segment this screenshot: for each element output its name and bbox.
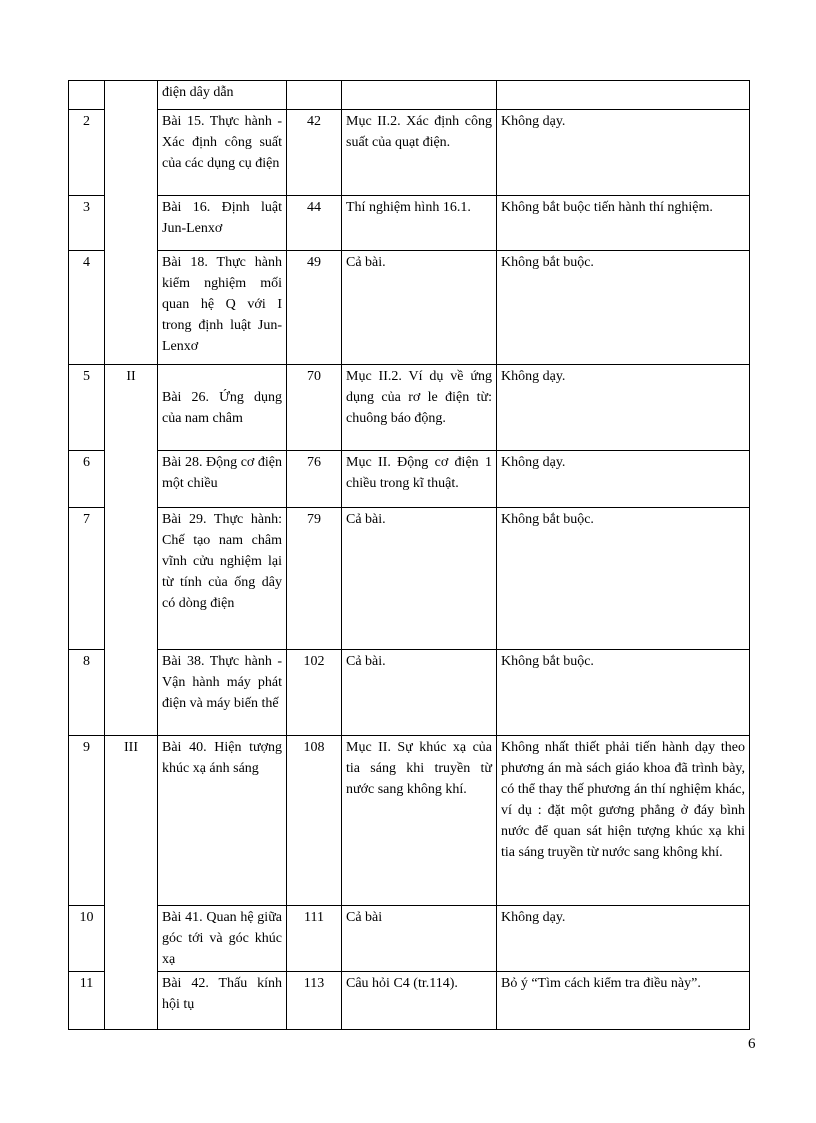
lesson-title: Bài 40. Hiện tượng khúc xạ ánh sáng [158, 736, 287, 906]
row-number: 10 [69, 906, 105, 972]
page-ref [287, 81, 342, 110]
row-number [69, 81, 105, 110]
lesson-title: Bài 26. Ứng dụng của nam châm [158, 365, 287, 451]
lesson-title: Bài 16. Định luật Jun-Lenxơ [158, 196, 287, 251]
content-cell: Câu hỏi C4 (tr.114). [342, 972, 497, 1030]
page-ref: 44 [287, 196, 342, 251]
table-row [69, 110, 750, 196]
table-row [69, 365, 750, 451]
table-row [69, 251, 750, 365]
note-cell: Không bắt buộc. [497, 508, 750, 650]
lesson-title: Bài 15. Thực hành - Xác định công suất của các dụng cụ điện [158, 110, 287, 196]
note-cell: Không nhất thiết phải tiến hành dạy theo phương án mà sách giáo khoa đã trình bày, có thể thay thế phương án thí nghiệm khác, ví dụ : đặt một gương phẳng ở đáy bình nước để quan sát hiện tượng khúc xạ khi tia sáng truyền từ nước sang không khí. [497, 736, 750, 906]
chapter-cell: III [105, 736, 158, 1030]
note-cell: Không bắt buộc. [497, 251, 750, 365]
table-row [69, 650, 750, 736]
note-cell: Bỏ ý “Tìm cách kiểm tra điều này”. [497, 972, 750, 1030]
table-row [69, 972, 750, 1030]
row-number: 7 [69, 508, 105, 650]
note-cell: Không bắt buộc tiến hành thí nghiệm. [497, 196, 750, 251]
page-ref: 79 [287, 508, 342, 650]
row-number: 6 [69, 451, 105, 508]
chapter-cell [105, 81, 158, 365]
table-row [69, 906, 750, 972]
content-cell: Mục II.2. Xác định công suất của quạt điện. [342, 110, 497, 196]
chapter-cell: II [105, 365, 158, 736]
lesson-title: Bài 29. Thực hành: Chế tạo nam châm vĩnh cửu nghiệm lại từ tính của ống dây có dòng điện [158, 508, 287, 650]
note-cell: Không bắt buộc. [497, 650, 750, 736]
note-cell: Không dạy. [497, 451, 750, 508]
page-number: 6 [748, 1036, 756, 1052]
lesson-title: Bài 18. Thực hành kiểm nghiệm mối quan hệ Q với I trong định luật Jun-Lenxơ [158, 251, 287, 365]
note-cell: Không dạy. [497, 365, 750, 451]
lesson-title: Bài 41. Quan hệ giữa góc tới và góc khúc xạ [158, 906, 287, 972]
row-number: 4 [69, 251, 105, 365]
lesson-title: Bài 42. Thấu kính hội tụ [158, 972, 287, 1030]
content-cell: Cả bài. [342, 650, 497, 736]
page-ref: 42 [287, 110, 342, 196]
content-cell: Mục II.2. Ví dụ về ứng dụng của rơ le điện từ: chuông báo động. [342, 365, 497, 451]
row-number: 2 [69, 110, 105, 196]
lesson-title: điện dây dẫn [158, 81, 287, 110]
page-ref: 76 [287, 451, 342, 508]
page-ref: 111 [287, 906, 342, 972]
table-row [69, 196, 750, 251]
content-cell: Cả bài [342, 906, 497, 972]
note-cell [497, 81, 750, 110]
page-ref: 113 [287, 972, 342, 1030]
content-cell: Thí nghiệm hình 16.1. [342, 196, 497, 251]
row-number: 8 [69, 650, 105, 736]
note-cell: Không dạy. [497, 906, 750, 972]
row-number: 5 [69, 365, 105, 451]
curriculum-table [68, 80, 750, 1030]
content-cell: Mục II. Động cơ điện 1 chiều trong kĩ thuật. [342, 451, 497, 508]
page-ref: 108 [287, 736, 342, 906]
lesson-title: Bài 38. Thực hành - Vận hành máy phát điện và máy biến thế [158, 650, 287, 736]
row-number: 9 [69, 736, 105, 906]
content-cell [342, 81, 497, 110]
lesson-title: Bài 28. Động cơ điện một chiều [158, 451, 287, 508]
content-cell: Cả bài. [342, 508, 497, 650]
table-row [69, 451, 750, 508]
row-number: 11 [69, 972, 105, 1030]
page-ref: 70 [287, 365, 342, 451]
note-cell: Không dạy. [497, 110, 750, 196]
page-ref: 102 [287, 650, 342, 736]
table-row [69, 508, 750, 650]
table-row [69, 81, 750, 110]
table-row [69, 736, 750, 906]
page-ref: 49 [287, 251, 342, 365]
row-number: 3 [69, 196, 105, 251]
content-cell: Cả bài. [342, 251, 497, 365]
content-cell: Mục II. Sự khúc xạ của tia sáng khi truyền từ nước sang không khí. [342, 736, 497, 906]
